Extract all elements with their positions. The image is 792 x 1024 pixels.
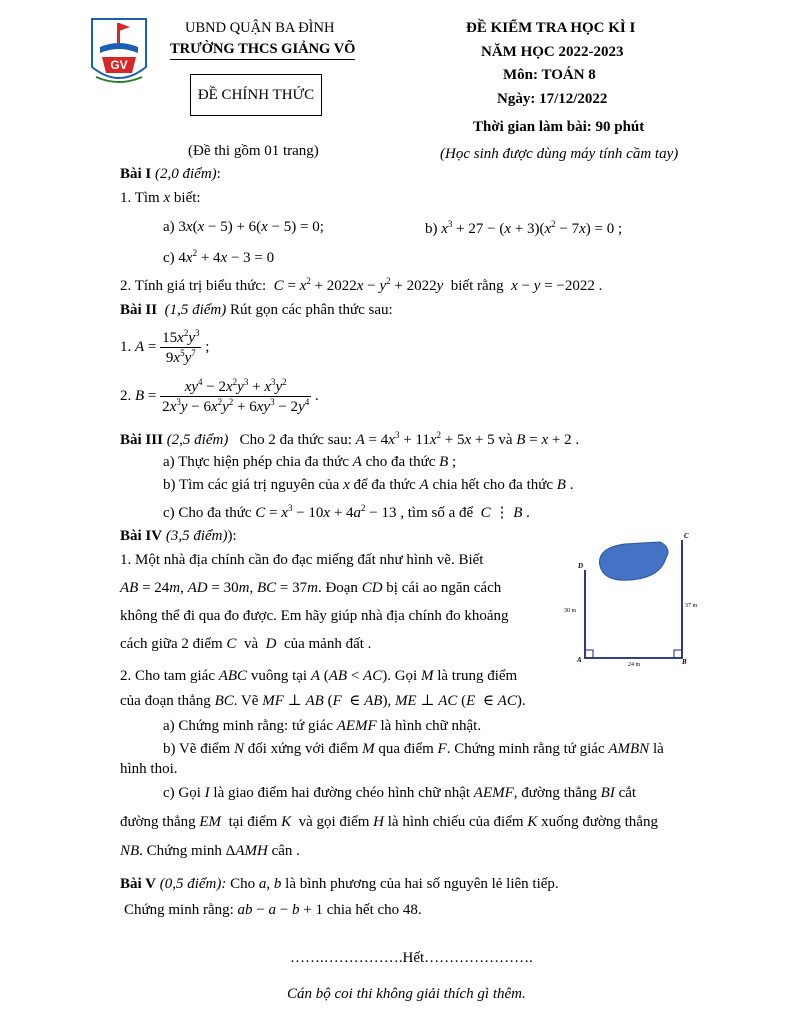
- school-logo: [90, 17, 148, 89]
- label-b: B: [682, 658, 687, 666]
- label-bc: 37 m: [685, 603, 698, 609]
- calculator-note: (Học sinh được dùng máy tính cầm tay): [440, 146, 679, 162]
- bai4-p2-line1: 2. Cho tam giác ABC vuông tại A (AB < AC). Gọi M là trung điểm: [120, 668, 518, 684]
- official-label: ĐỀ CHÍNH THỨC: [197, 86, 315, 103]
- subject: Môn: TOÁN 8: [503, 67, 596, 83]
- label-d: D: [578, 562, 584, 570]
- bai4-c-line3: NB. Chứng minh ΔAMH cân .: [120, 843, 300, 859]
- bai4-b-line2: hình thoi.: [120, 761, 178, 777]
- school-year: NĂM HỌC 2022-2023: [481, 44, 624, 60]
- bai1-q1a: a) 3x(x − 5) + 6(x − 5) = 0;: [163, 219, 324, 235]
- bai1-q1b: b) $x^3 + 27 - (x + 3)(x^2 - 7x) = 0$ ;: [425, 219, 623, 237]
- duration: Thời gian làm bài: 90 phút: [473, 119, 645, 135]
- svg-text:GV: GV: [110, 58, 128, 72]
- bai5-heading: Bài V (0,5 điểm): Cho a, b là bình phương của hai số nguyên lẻ liên tiếp.: [120, 876, 559, 892]
- label-c: C: [684, 532, 689, 540]
- bai3-b: b) Tìm các giá trị nguyên của x để đa thức A chia hết cho đa thức B .: [163, 477, 574, 493]
- label-a: A: [577, 656, 582, 664]
- bai1-q2: 2. Tính giá trị biểu thức: $C = x^2 + 2022x - y^2 + 2022y$ biết rằng x − y = −2022 .: [120, 276, 603, 294]
- exam-date: Ngày: 17/12/2022: [497, 91, 608, 107]
- land-figure: [560, 528, 710, 670]
- invigilator-note: Cán bộ coi thi không giải thích gì thêm.: [287, 986, 526, 1002]
- bai3-a: a) Thực hiện phép chia đa thức A cho đa thức B ;: [163, 454, 457, 470]
- bai4-heading: Bài IV (3,5 điểm)):: [120, 528, 237, 544]
- bai2-p1: 1. A = $\frac{15x^2y^3}{9x^5y^7}$ ;: [120, 328, 210, 366]
- bai1-q1c: c) $4x^2 + 4x - 3 = 0$: [163, 248, 275, 266]
- pages-note: (Đề thi gồm 01 trang): [188, 143, 319, 159]
- label-ad: 30 m: [564, 608, 577, 614]
- bai3-c: c) Cho đa thức $C = x^3 - 10x + 4a^2 - 13$ , tìm số a để C ⋮ B .: [163, 503, 530, 521]
- bai4-p1-line4: cách giữa 2 điểm C và D của mảnh đất .: [120, 636, 372, 652]
- label-ab: 24 m: [628, 662, 641, 668]
- school-name: TRƯỜNG THCS GIẢNG VÕ: [170, 41, 355, 60]
- bai4-p1-line2: AB = 24m, AD = 30m, BC = 37m. Đoạn CD bị cái ao ngăn cách: [120, 580, 502, 596]
- bai2-p2: 2. B = $\frac{xy^4 - 2x^2y^3 + x^3y^2}{2x^3y - 6x^2y^2 + 6xy^3 - 2y^4}$ .: [120, 377, 319, 415]
- bai1-q1: 1. Tìm x biết:: [120, 190, 201, 206]
- bai4-p1-line3: không thể đi qua đo được. Em hãy giúp nhà địa chính đo khoảng: [120, 608, 509, 624]
- bai4-a: a) Chứng minh rằng: tứ giác AEMF là hình chữ nhật.: [163, 718, 482, 734]
- end-marker: …….…………….Hết………………….: [290, 950, 533, 966]
- bai5-line2: Chứng minh rằng: ab − a − b + 1 chia hết cho 48.: [124, 902, 422, 918]
- bai1-heading: Bài I (2,0 điểm):: [120, 166, 221, 182]
- bai3-heading: Bài III (2,5 điểm) Cho 2 đa thức sau: $A = 4x^3 + 11x^2 + 5x + 5$ và B = x + 2 .: [120, 430, 580, 448]
- exam-title: ĐỀ KIỂM TRA HỌC KÌ I: [466, 20, 636, 36]
- bai2-heading: Bài II (1,5 điểm) Rút gọn các phân thức sau:: [120, 302, 393, 318]
- official-box: [190, 74, 322, 116]
- district: UBND QUẬN BA ĐÌNH: [185, 20, 335, 36]
- bai4-p2-line2: của đoạn thẳng BC. Vẽ MF ⊥ AB (F ∈ AB), ME ⊥ AC (E ∈ AC).: [120, 693, 526, 709]
- bai4-p1-line1: 1. Một nhà địa chính cần đo đạc miếng đất như hình vẽ. Biết: [120, 552, 484, 568]
- bai4-c: c) Gọi I là giao điểm hai đường chéo hình chữ nhật AEMF, đường thẳng BI cắt: [163, 785, 637, 801]
- bai4-b: b) Vẽ điểm N đối xứng với điểm M qua điểm F. Chứng minh rằng tứ giác AMBN là: [163, 741, 664, 757]
- bai4-c-line2: đường thẳng EM tại điểm K và gọi điểm H là hình chiếu của điểm K xuống đường thẳng: [120, 814, 658, 830]
